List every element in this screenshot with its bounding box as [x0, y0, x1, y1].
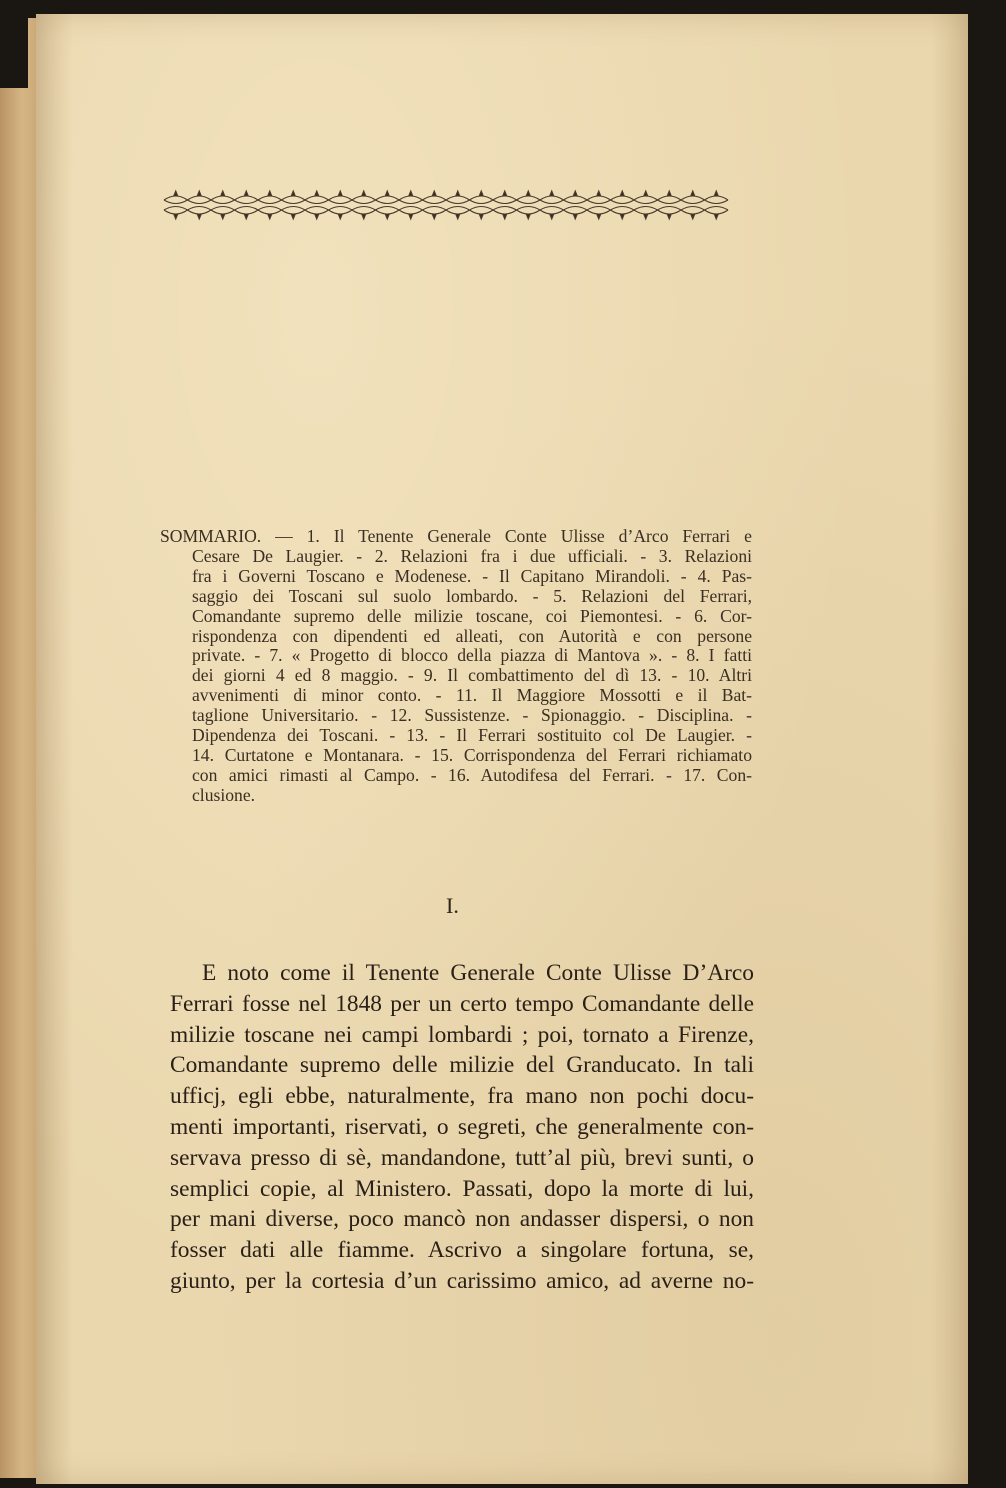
body-line: Comandante supremo delle milizie del Granducato. In tali	[170, 1052, 754, 1079]
summary-line: 14. Curtatone e Montanara. - 15. Corrispondenza del Ferrari richiamato	[192, 744, 752, 765]
section-number: I.	[446, 893, 459, 918]
summary-line: private. - 7. « Progetto di blocco della piazza di Mantova ». - 8. I fatti	[192, 645, 752, 666]
body-line: per mani diverse, poco mancò non andasser dispersi, o non	[170, 1206, 754, 1233]
body-line: E noto come il Tenente Generale Conte Ulisse D’Arco	[202, 960, 754, 986]
summary-line: dei giorni 4 ed 8 maggio. - 9. Il combattimento del dì 13. - 10. Altri	[192, 665, 752, 686]
summary-line: saggio dei Toscani sul suolo lombardo. - 5. Relazioni del Ferrari,	[192, 585, 752, 606]
summary-line: Dipendenza dei Toscani. - 13. - Il Ferrari sostituito col De Laugier. -	[192, 725, 752, 746]
summary-line: avvenimenti di minor conto. - 11. Il Maggiore Mossotti e il Bat-	[192, 685, 752, 706]
summary-line: clusione.	[192, 784, 256, 805]
chapter-summary	[160, 527, 752, 806]
summary-line: Cesare De Laugier. - 2. Relazioni fra i due ufficiali. - 3. Relazioni	[192, 545, 752, 566]
body-line: menti importanti, riservati, o segreti, che generalmente con-	[170, 1113, 754, 1140]
right-margin	[968, 14, 1006, 1484]
body-line: milizie toscane nei campi lombardi ; poi, tornato a Firenze,	[170, 1021, 754, 1048]
summary-line: rispondenza con dipendenti ed alleati, con Autorità e con persone	[192, 625, 752, 646]
body-line: ufficj, egli ebbe, naturalmente, fra mano non pochi docu-	[170, 1083, 754, 1110]
body-paragraph	[170, 958, 754, 1297]
decorative-ornament-band	[160, 188, 735, 222]
body-line: semplici copie, al Ministero. Passati, dopo la morte di lui,	[170, 1175, 754, 1202]
left-page-corner	[0, 18, 28, 88]
summary-line: taglione Universitario. - 12. Sussistenze. - Spionaggio. - Disciplina. -	[192, 705, 752, 726]
body-line: Ferrari fosse nel 1848 per un certo tempo Comandante delle	[170, 990, 754, 1017]
body-line: giunto, per la cortesia d’un carissimo amico, ad averne no-	[170, 1267, 754, 1294]
summary-line: SOMMARIO. — 1. Il Tenente Generale Conte Ulisse d’Arco Ferrari e	[160, 526, 752, 546]
summary-line: fra i Governi Toscano e Modenese. - Il Capitano Mirandoli. - 4. Pas-	[192, 565, 752, 586]
body-line: fosser dati alle fiamme. Ascrivo a singolare fortuna, se,	[170, 1237, 754, 1264]
body-line: servava presso di sè, mandandone, tutt’al più, brevi sunti, o	[170, 1144, 754, 1171]
summary-line: con amici rimasti al Campo. - 16. Autodifesa del Ferrari. - 17. Con-	[192, 764, 752, 785]
summary-line: Comandante supremo delle milizie toscane, coi Piemontesi. - 6. Cor-	[192, 605, 752, 626]
